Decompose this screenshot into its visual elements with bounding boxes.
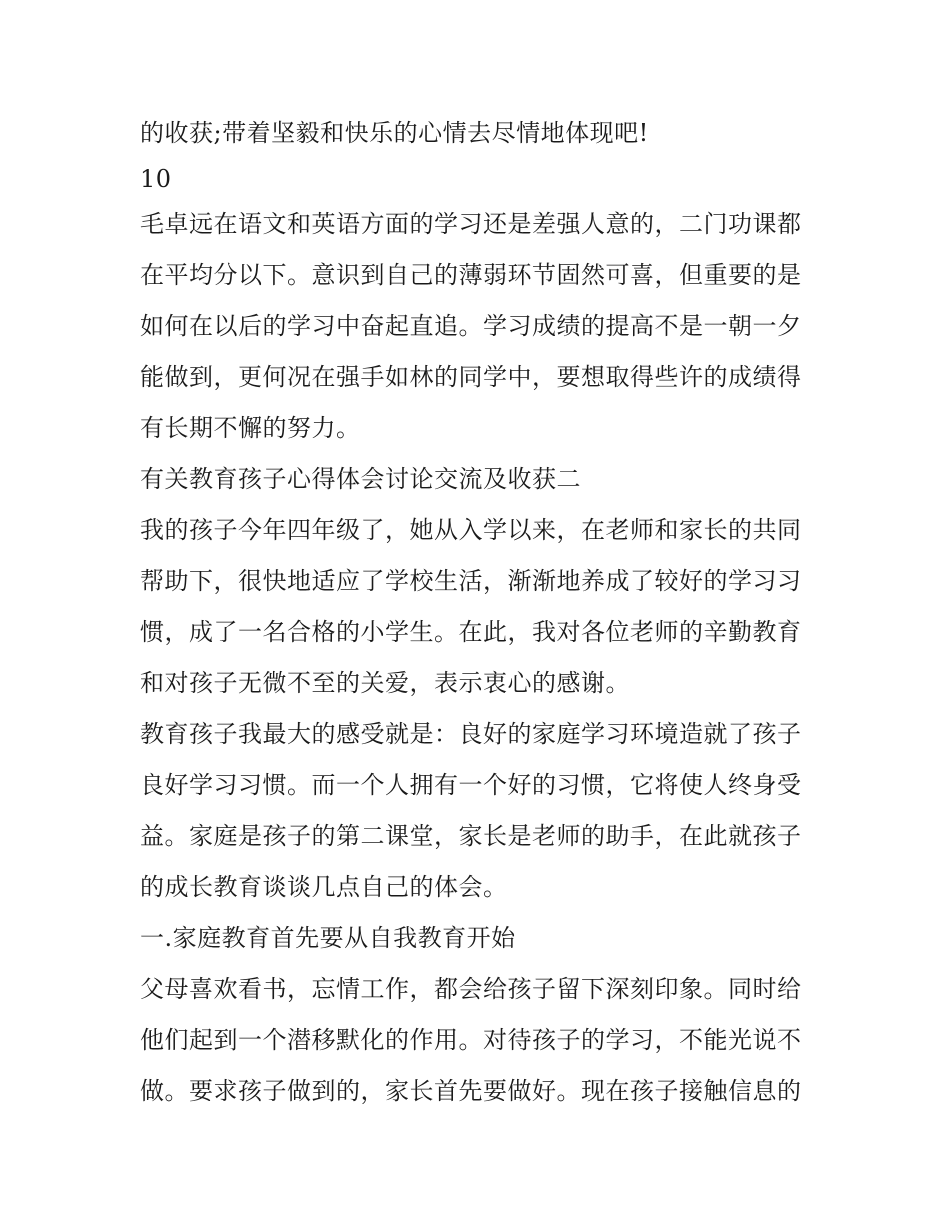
document-body — [140, 108, 820, 1117]
subsection-heading: 一.家庭教育首先要从自我教育开始 — [140, 924, 516, 952]
item-number: 10 — [140, 165, 172, 193]
section-heading: 有关教育孩子心得体会讨论交流及收获二 — [140, 465, 581, 493]
paragraph-feeling: 教育孩子我最大的感受就是：良好的家庭学习环境造就了孩子良好学习习惯。而一个人拥有一个好的习惯，它将使人终身受益。家庭是孩子的第二课堂，家长是老师的助手，在此就孩子的成长教育谈谈几点自己的体会。 — [140, 720, 802, 901]
paragraph-self-education: 父母喜欢看书，忘情工作，都会给孩子留下深刻印象。同时给他们起到一个潜移默化的作用。对待孩子的学习，不能光说不做。要求孩子做到的，家长首先要做好。现在孩子接触信息的 — [140, 975, 802, 1105]
paragraph-intro: 我的孩子今年四年级了，她从入学以来，在老师和家长的共同帮助下，很快地适应了学校生活，渐渐地养成了较好的学习习惯，成了一名合格的小学生。在此，我对各位老师的辛勤教育和对孩子无微不至的关爱，表示衷心的感谢。 — [140, 516, 802, 697]
paragraph-student-comment: 毛卓远在语文和英语方面的学习还是差强人意的，二门功课都在平均分以下。意识到自己的薄弱环节固然可喜，但重要的是如何在以后的学习中奋起直追。学习成绩的提高不是一朝一夕能做到，更何况在强手如林的同学中，要想取得些许的成绩得有长期不懈的努力。 — [140, 210, 802, 442]
paragraph-continuation: 的收获;带着坚毅和快乐的心情去尽情地体现吧! — [140, 119, 649, 147]
